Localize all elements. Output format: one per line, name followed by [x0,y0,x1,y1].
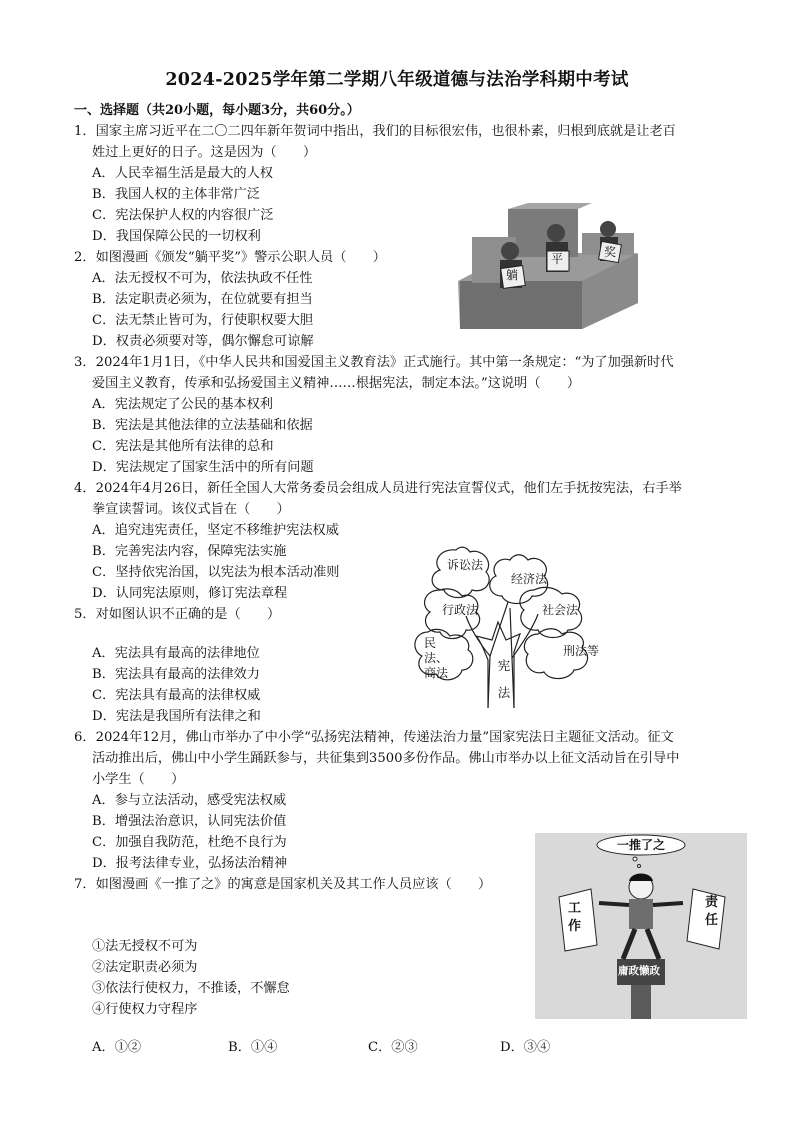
q4-stem-line2: 拳宣读誓词。该仪式旨在（ ） [92,502,290,517]
figure-label-tang: 躺 [506,268,519,282]
tree-label-social-law: 社会法 [542,603,579,617]
q6-option-a[interactable]: A．参与立法活动，感受宪法权威 [92,793,287,808]
q3-option-b[interactable]: B．宪法是其他法律的立法基础和依据 [92,418,313,433]
tree-label-civil-commercial-law: 民法、商法 [424,636,449,680]
q2-option-a[interactable]: A．法无授权不可为，依法执政不任性 [92,271,313,286]
q5-option-d[interactable]: D．宪法是我国所有法律之和 [92,709,261,724]
q7-choice-a[interactable]: A．①② [92,1040,142,1055]
q2-option-d[interactable]: D．权责必须要对等，偶尔懈怠可谅解 [92,334,314,349]
q6-option-d[interactable]: D．报考法律专业，弘扬法治精神 [92,856,288,871]
q5-option-c[interactable]: C．宪法具有最高的法律权威 [92,688,261,703]
cartoon-label-responsibility: 责任 [705,895,719,928]
q7-choice-d[interactable]: D．③④ [500,1040,551,1055]
q7-statement-2: ②法定职责必须为 [92,960,198,975]
q2-option-b[interactable]: B．法定职责必须为，在位就要有担当 [92,292,313,307]
q4-option-c[interactable]: C．坚持依宪治国，以宪法为根本活动准则 [92,565,340,580]
q1-stem-line2: 姓过上更好的日子。这是因为（ ） [92,145,317,160]
q2-stem: 2．如图漫画《颁发“躺平奖”》警示公职人员（ ） [74,250,386,265]
q1-option-a[interactable]: A．人民幸福生活是最大的人权 [92,166,273,181]
exam-title: 2024-2025学年第二学期八年级道德与法治学科期中考试 [165,70,629,90]
q6-option-c[interactable]: C．加强自我防范，杜绝不良行为 [92,835,287,850]
tree-label-litigation-law: 诉讼法 [447,558,484,572]
q7-stem: 7．如图漫画《一推了之》的寓意是国家机关及其工作人员应该（ ） [74,877,492,892]
q4-stem-line1: 4．2024年4月26日，新任全国人大常务委员会组成人员进行宪法宣誓仪式，他们左手抚按宪法，右手举 [74,481,682,496]
tree-label-economic-law: 经济法 [511,572,548,586]
q4-option-d[interactable]: D．认同宪法原则，修订宪法章程 [92,586,288,601]
q5-option-b[interactable]: B．宪法具有最高的法律效力 [92,667,260,682]
cartoon-label-lazy-governance: 庸政懒政 [618,965,660,977]
figure-label-jiang: 奖 [604,245,617,259]
q7-statement-3: ③依法行使权力，不推诿，不懈怠 [92,981,290,996]
q6-stem-line1: 6．2024年12月，佛山市举办了中小学“弘扬宪法精神，传递法治力量”国家宪法日主题征文活动。征文 [74,730,674,745]
q5-stem: 5．对如图认识不正确的是（ ） [74,607,281,622]
q6-option-b[interactable]: B．增强法治意识，认同宪法价值 [92,814,287,829]
tree-label-criminal-law: 刑法等 [563,644,600,658]
tree-label-administrative-law: 行政法 [442,603,479,617]
q1-stem-line1: 1．国家主席习近平在二〇二四年新年贺词中指出，我们的目标很宏伟，也很朴素，归根到底就是让老百 [74,124,676,139]
q4-option-a[interactable]: A．追究违宪责任，坚定不移维护宪法权威 [92,523,339,538]
lying-flat-award-cartoon [452,203,642,331]
tree-label-constitution: 宪法 [497,658,511,700]
cartoon-bubble-text: 一推了之 [617,838,666,852]
figure-label-ping: 平 [551,252,564,266]
q1-option-b[interactable]: B．我国人权的主体非常广泛 [92,187,260,202]
q3-stem-line1: 3．2024年1月1日，《中华人民共和国爱国主义教育法》正式施行。其中第一条规定：“为了加强新时代 [74,355,674,370]
q3-option-c[interactable]: C．宪法是其他所有法律的总和 [92,439,274,454]
q7-statement-4: ④行使权力守程序 [92,1002,198,1017]
q7-choice-b[interactable]: B．①④ [228,1040,278,1055]
q3-stem-line2: 爱国主义教育，传承和弘扬爱国主义精神……根据宪法，制定本法。”这说明（ ） [92,376,581,391]
q6-stem-line3: 小学生（ ） [92,772,185,787]
q4-option-b[interactable]: B．完善宪法内容，保障宪法实施 [92,544,287,559]
q2-option-c[interactable]: C．法无禁止皆可为，行使职权要大胆 [92,313,314,328]
cartoon-label-work: 工作 [568,901,582,934]
q3-option-d[interactable]: D．宪法规定了国家生活中的所有问题 [92,460,314,475]
q1-option-c[interactable]: C．宪法保护人权的内容很广泛 [92,208,274,223]
q6-stem-line2: 活动推出后，佛山中小学生踊跃参与，共征集到3500多份作品。佛山市举办以上征文活动旨在引导中 [92,751,680,766]
q3-option-a[interactable]: A．宪法规定了公民的基本权利 [92,397,273,412]
q1-option-d[interactable]: D．我国保障公民的一切权利 [92,229,261,244]
q7-statement-1: ①法无授权不可为 [92,939,198,954]
q5-option-a[interactable]: A．宪法具有最高的法律地位 [92,646,260,661]
q7-choice-c[interactable]: C．②③ [368,1040,418,1055]
section-heading: 一、选择题（共20小题，每小题3分，共60分。） [74,103,360,118]
